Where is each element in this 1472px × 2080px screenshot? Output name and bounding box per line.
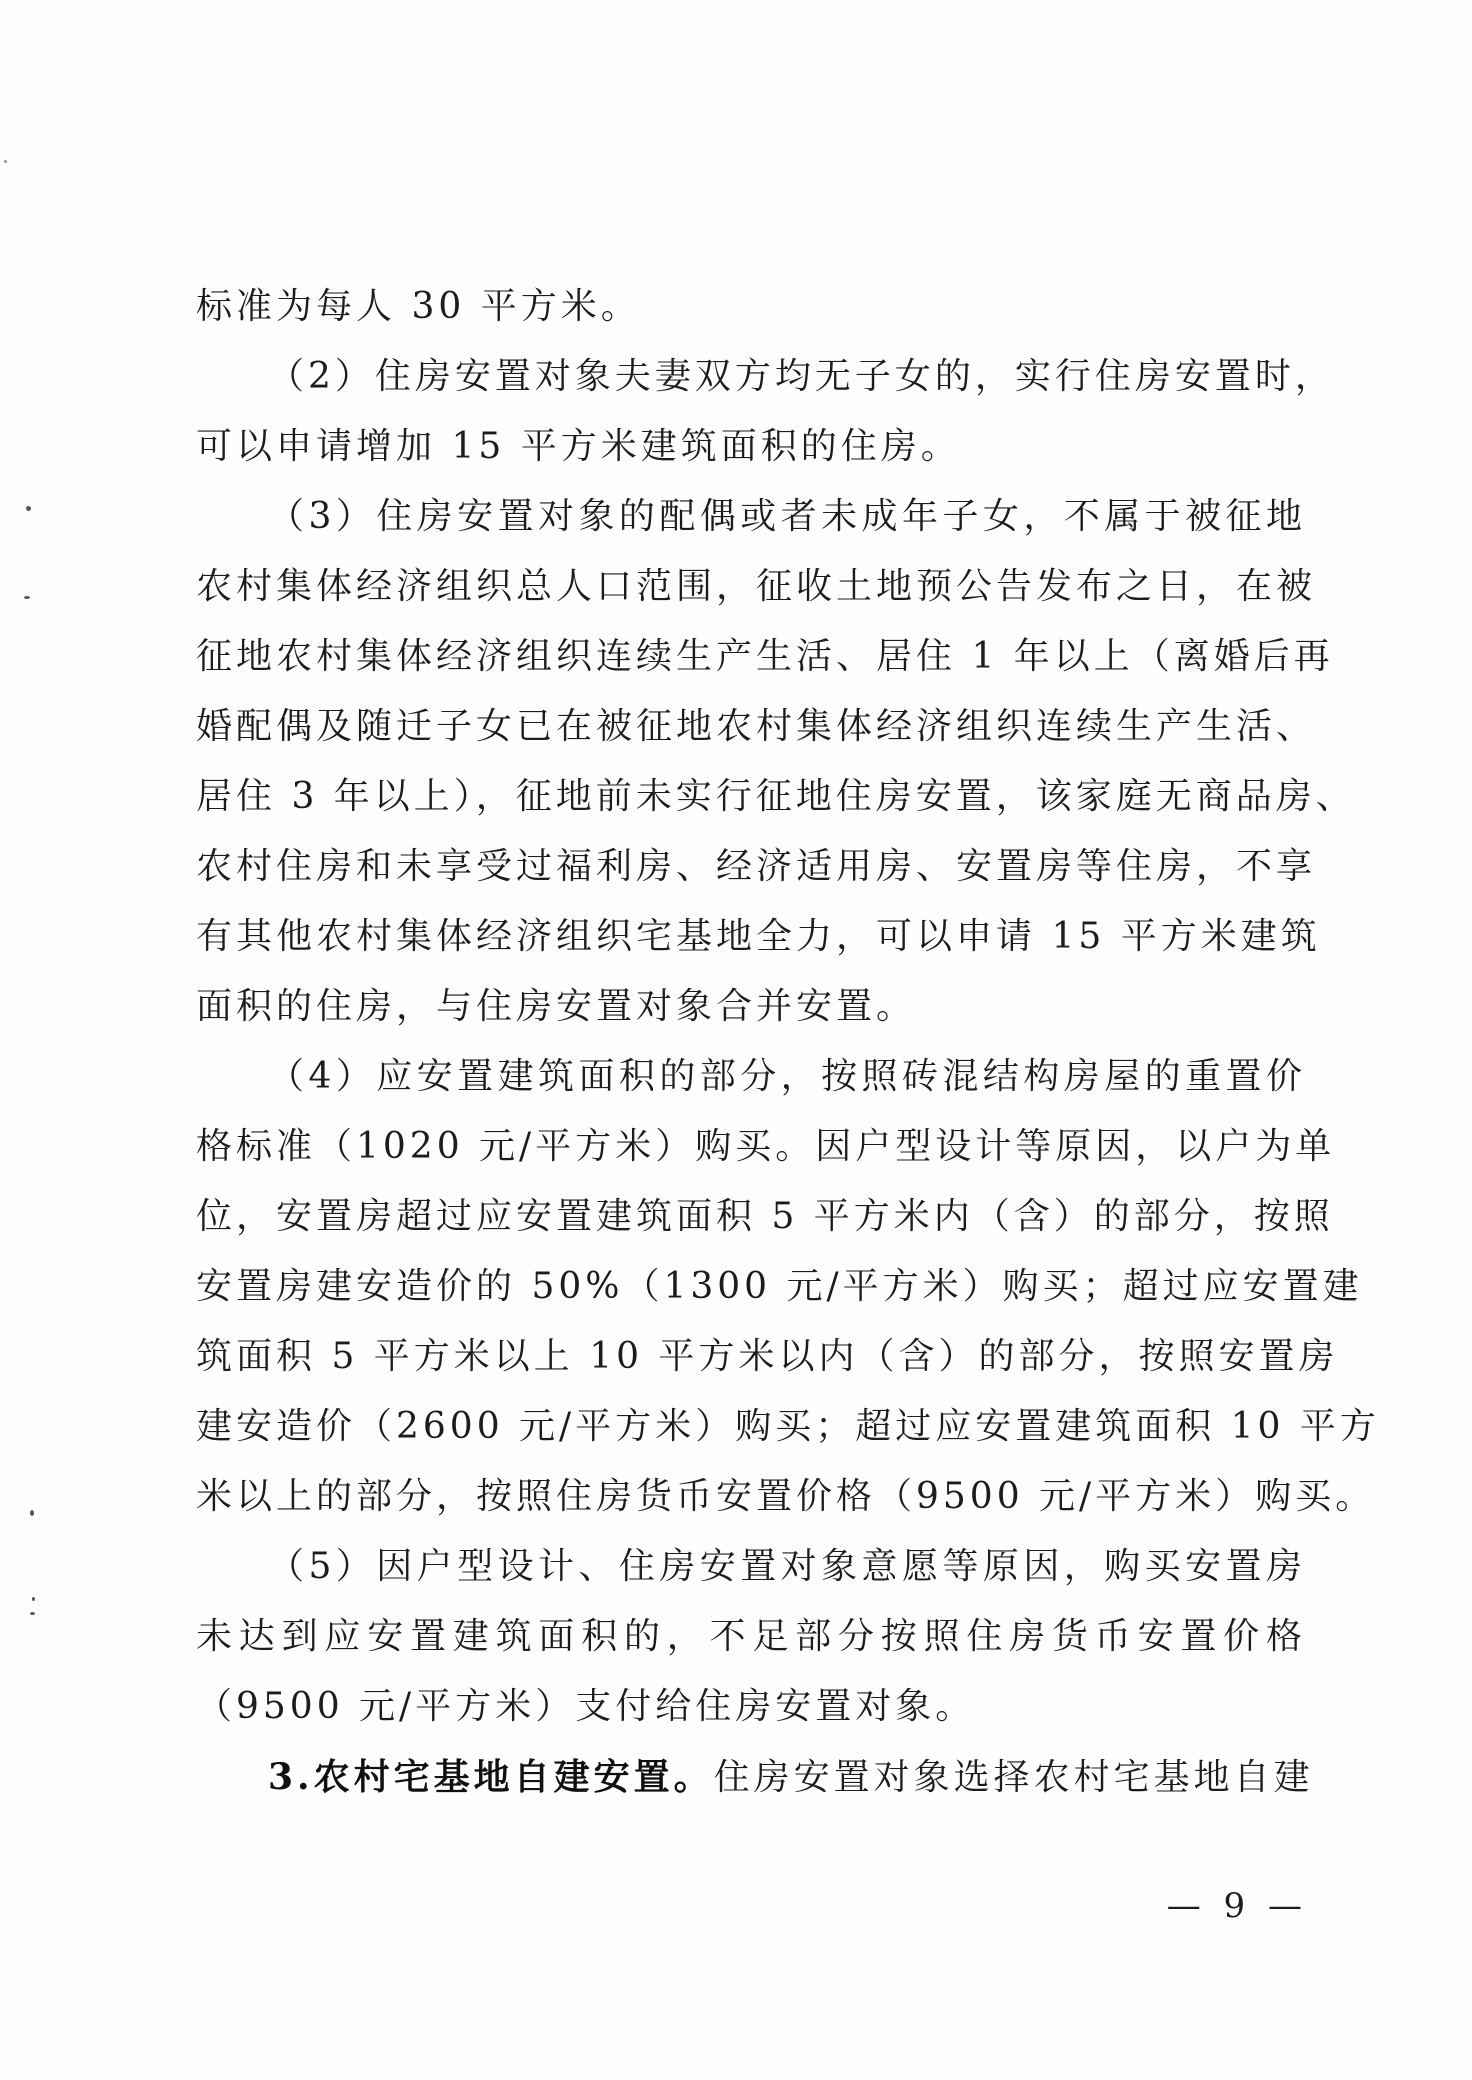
text-line: 未达到应安置建筑面积的，不足部分按照住房货币安置价格	[196, 1616, 1306, 1657]
scan-speck	[4, 160, 7, 163]
text-line: 安置房建安造价的 50%（1300 元/平方米）购买；超过应安置建	[196, 1266, 1363, 1307]
text-line: （4）应安置建筑面积的部分，按照砖混结构房屋的重置价	[268, 1056, 1306, 1097]
text-line: （9500 元/平方米）支付给住房安置对象。	[196, 1686, 976, 1727]
text-line: 筑面积 5 平方米以上 10 平方米以内（含）的部分，按照安置房	[196, 1336, 1339, 1377]
text-line: 米以上的部分，按照住房货币安置价格（9500 元/平方米）购买。	[196, 1476, 1376, 1517]
section-line	[196, 1742, 1314, 1812]
section-text: 住房安置对象选择农村宅基地自建	[713, 1757, 1314, 1798]
scan-speck	[26, 506, 31, 511]
text-line: 农村住房和未享受过福利房、经济适用房、安置房等住房，不享	[196, 846, 1317, 887]
text-line: 面积的住房，与住房安置对象合并安置。	[196, 986, 917, 1027]
body-text	[196, 272, 1380, 1812]
text-line: 有其他农村集体经济组织宅基地全力，可以申请 15 平方米建筑	[196, 916, 1321, 957]
text-line: （5）因户型设计、住房安置对象意愿等原因，购买安置房	[268, 1546, 1306, 1587]
page-number: — 9 —	[1166, 1886, 1308, 1926]
text-line: （3）住房安置对象的配偶或者未成年子女，不属于被征地	[268, 496, 1306, 537]
text-line: 农村集体经济组织总人口范围，征收土地预公告发布之日，在被	[196, 566, 1317, 607]
text-line: 建安造价（2600 元/平方米）购买；超过应安置建筑面积 10 平方	[196, 1406, 1380, 1447]
text-line: （2）住房安置对象夫妻双方均无子女的，实行住房安置时，	[268, 356, 1335, 397]
scan-speck	[30, 1510, 34, 1516]
text-line: 格标准（1020 元/平方米）购买。因户型设计等原因，以户为单	[196, 1126, 1336, 1167]
scan-speck	[24, 596, 30, 599]
scan-speck	[30, 1612, 35, 1615]
text-line: 征地农村集体经济组织连续生产生活、居住 1 年以上（离婚后再	[196, 636, 1334, 677]
section-heading: 3.农村宅基地自建安置。	[268, 1756, 714, 1798]
text-line: 可以申请增加 15 平方米建筑面积的住房。	[196, 426, 961, 467]
text-line: 居住 3 年以上），征地前未实行征地住房安置，该家庭无商品房、	[196, 776, 1356, 817]
text-line: 标准为每人 30 平方米。	[196, 286, 641, 327]
text-line: 婚配偶及随迁子女已在被征地农村集体经济组织连续生产生活、	[196, 706, 1317, 747]
text-line: 位，安置房超过应安置建筑面积 5 平方米内（含）的部分，按照	[196, 1196, 1334, 1237]
scan-speck	[32, 1597, 35, 1601]
